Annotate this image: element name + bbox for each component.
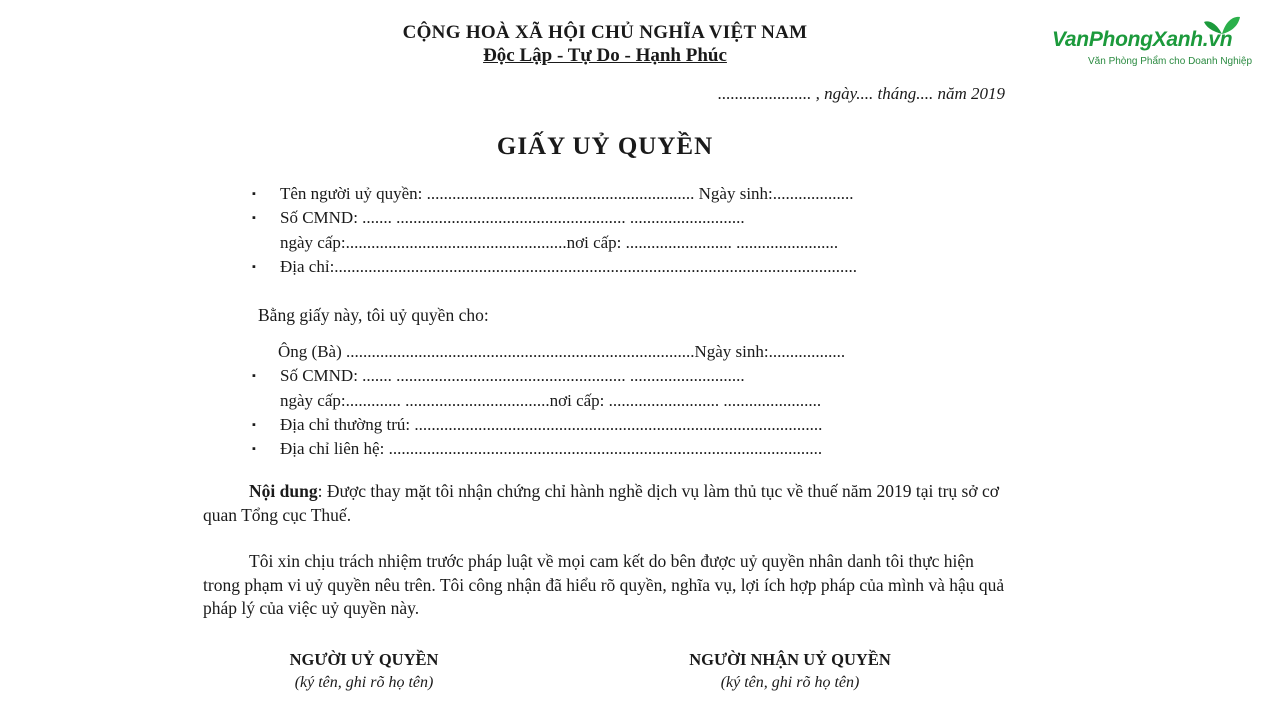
grantor-signature-note: (ký tên, ghi rõ họ tên): [294, 674, 434, 691]
document-title: GIẤY UỶ QUYỀN: [496, 133, 714, 160]
grantee-name-field: Ông (Bà) ..................................................................................Ngày sinh:..................: [278, 342, 846, 361]
bullet-icon: ▪: [252, 443, 256, 455]
grantor-id-field: Số CMND: ....... ...................................................... ...........................: [280, 208, 745, 227]
grantor-name-field: Tên người uỷ quyền: ............................................................... Ngày sinh:...................: [280, 184, 854, 203]
bullet-icon: ▪: [252, 261, 256, 273]
content-text: : Được thay mặt tôi nhận chứng chỉ hành nghề dịch vụ làm thủ tục về thuế năm 2019 tại trụ sở cơ quan Tổng cục Thuế.: [203, 481, 1000, 525]
content-paragraph: [203, 480, 1008, 527]
brand-tagline: Văn Phòng Phẩm cho Doanh Nghiệp: [1088, 56, 1253, 67]
grantee-issue-field: ngày cấp:............. ..................................nơi cấp: .......................... .......................: [280, 391, 822, 410]
grantee-signature-note: (ký tên, ghi rõ họ tên): [720, 674, 860, 691]
content-label: Nội dung: [249, 481, 318, 501]
national-motto: Độc Lập - Tự Do - Hạnh Phúc: [483, 45, 727, 66]
bullet-icon: ▪: [252, 188, 256, 200]
bullet-icon: ▪: [252, 419, 256, 431]
grantee-id-field: Số CMND: ....... ...................................................... ...........................: [280, 366, 745, 385]
commitment-paragraph: Tôi xin chịu trách nhiệm trước pháp luật về mọi cam kết do bên được uỷ quyền nhân danh tôi thực hiện trong phạm vi uỷ quyền nêu trên. Tôi công nhận đã hiểu rõ quyền, nghĩa vụ, lợi ích hợp pháp của mình và hậu quả pháp lý của việc uỷ quyền này.: [203, 551, 1005, 618]
date-line: ...................... , ngày.... tháng.... năm 2019: [717, 84, 1005, 103]
grantor-signature-title: NGƯỜI UỶ QUYỀN: [289, 650, 439, 669]
grantee-contact-address-field: Địa chỉ liên hệ: ......................................................................................................: [280, 439, 823, 458]
authorization-intro: Bằng giấy này, tôi uỷ quyền cho:: [258, 305, 489, 325]
bullet-icon: ▪: [252, 370, 256, 382]
grantee-signature-title: NGƯỜI NHẬN UỶ QUYỀN: [689, 650, 891, 669]
grantor-address-field: Địa chỉ:...........................................................................................................................: [280, 257, 858, 276]
bullet-icon: ▪: [252, 212, 256, 224]
grantor-issue-field: ngày cấp:....................................................nơi cấp: ......................... ........................: [280, 233, 839, 252]
brand-logo: [1052, 14, 1266, 72]
brand-name: VanPhongXanh.vn: [1052, 28, 1233, 51]
grantee-permanent-address-field: Địa chỉ thường trú: ................................................................................................: [280, 415, 823, 434]
national-title: CỘNG HOÀ XÃ HỘI CHỦ NGHĨA VIỆT NAM: [402, 22, 808, 43]
